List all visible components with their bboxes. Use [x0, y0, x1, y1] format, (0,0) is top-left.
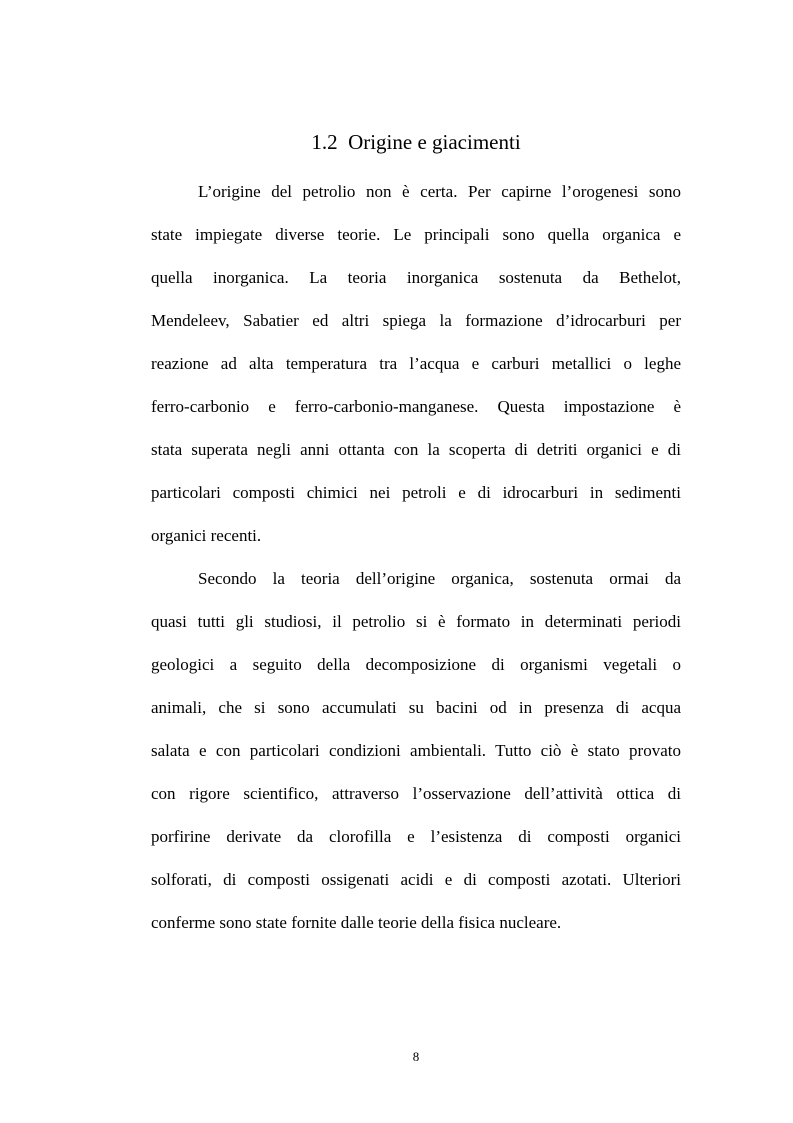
paragraph-2-line-5: salata e con particolari condizioni ambientali. Tutto ciò è stato provato	[151, 741, 681, 760]
paragraph-2-line-7: porfirine derivate da clorofilla e l’esistenza di composti organici	[151, 827, 681, 846]
paragraph-1-line-1: L’origine del petrolio non è certa. Per capirne l’orogenesi sono	[198, 182, 681, 201]
page-number: 8	[412, 1049, 420, 1064]
paragraph-1-line-8: particolari composti chimici nei petroli e di idrocarburi in sedimenti	[151, 483, 681, 502]
paragraph-1-line-4: Mendeleev, Sabatier ed altri spiega la formazione d’idrocarburi per	[151, 311, 681, 330]
paragraph-2-line-4: animali, che si sono accumulati su bacini od in presenza di acqua	[151, 698, 681, 717]
paragraph-2-line-3: geologici a seguito della decomposizione di organismi vegetali o	[151, 655, 681, 674]
paragraph-2-line-9: conferme sono state fornite dalle teorie della fisica nucleare.	[151, 913, 562, 932]
paragraph-2-line-2: quasi tutti gli studiosi, il petrolio si è formato in determinati periodi	[151, 612, 681, 631]
section-heading: 1.2 Origine e giacimenti	[311, 130, 521, 154]
paragraph-2-line-6: con rigore scientifico, attraverso l’osservazione dell’attività ottica di	[151, 784, 681, 803]
paragraph-1-line-3: quella inorganica. La teoria inorganica sostenuta da Bethelot,	[151, 268, 681, 287]
paragraph-1-line-6: ferro-carbonio e ferro-carbonio-manganese. Questa impostazione è	[151, 397, 681, 416]
paragraph-2-line-1: Secondo la teoria dell’origine organica, sostenuta ormai da	[198, 569, 681, 588]
paragraph-1-line-7: stata superata negli anni ottanta con la scoperta di detriti organici e di	[151, 440, 681, 459]
paragraph-2-line-8: solforati, di composti ossigenati acidi e di composti azotati. Ulteriori	[151, 870, 681, 889]
paragraph-1-line-2: state impiegate diverse teorie. Le principali sono quella organica e	[151, 225, 681, 244]
paragraph-1-line-5: reazione ad alta temperatura tra l’acqua e carburi metallici o leghe	[151, 354, 681, 373]
paragraph-1-line-9: organici recenti.	[151, 526, 262, 545]
